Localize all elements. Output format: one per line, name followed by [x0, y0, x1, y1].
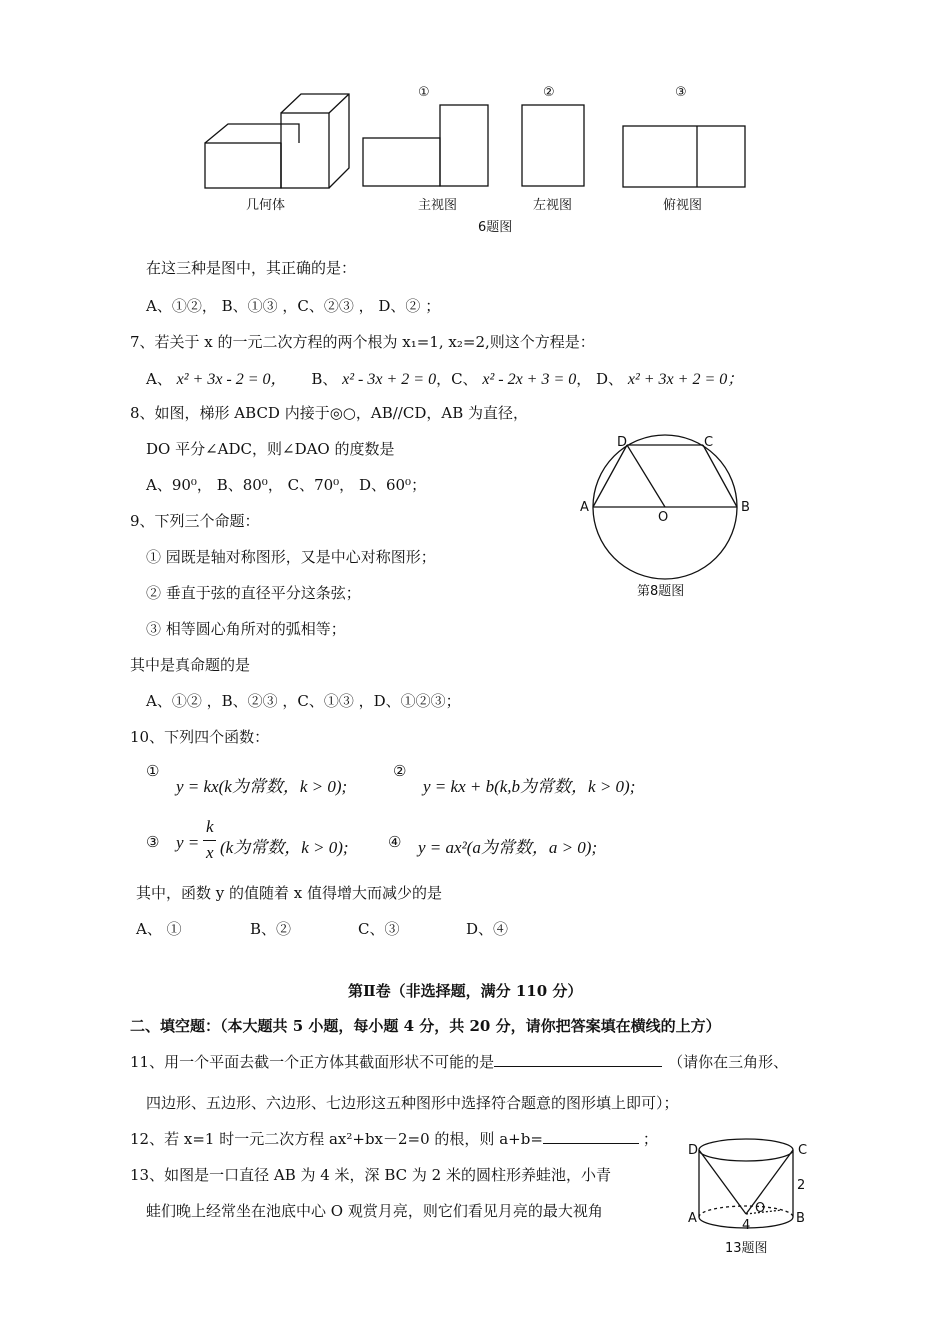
q10-option-a: A、 ①: [136, 920, 182, 938]
q10-option-b: B、②: [250, 920, 292, 938]
q12-stem: 12、若 x=1 时一元二次方程 ax²+bx－2=0 的根，则 a+b=: [130, 1130, 543, 1148]
q7-option-a-label: A、: [146, 370, 172, 388]
q10-func-4: y = ax²(a为常数，a > 0);: [418, 838, 598, 857]
q8-stem-1: 8、如图，梯形 ABCD 内接于◎○，AB//CD，AB 为直径，: [130, 404, 528, 422]
fig6-label-front: 主视图: [418, 198, 458, 213]
fig6-label-top: 俯视图: [663, 198, 703, 213]
fig6-mark-3: ③: [675, 85, 687, 100]
q11-line-2: 四边形、五边形、六边形、七边形这五种图形中选择符合题意的图形填上即可）；: [146, 1094, 679, 1112]
fig6-mark-1: ①: [418, 85, 430, 100]
q7-option-d-eq: x² + 3x + 2 = 0；: [627, 371, 744, 388]
fig6-label-solid: 几何体: [246, 198, 286, 213]
q10-func-3-y: y =: [176, 833, 200, 852]
q10-stem: 10、下列四个函数：: [130, 728, 270, 746]
q10-mark-2: ②: [393, 762, 407, 780]
q10-mark-4: ④: [388, 833, 402, 851]
q7-option-c-eq: x² - 2x + 3 = 0: [482, 371, 577, 388]
q7-option-a-eq: x² + 3x - 2 = 0，: [176, 371, 287, 388]
q9-item-3: ③ 相等圆心角所对的弧相等；: [146, 620, 346, 638]
section-fill-blank-header: 二、填空题：（本大题共 5 小题，每小题 4 分，共 20 分，请你把答案填在横线的上方）: [130, 1017, 721, 1035]
fig13-label-four: 4: [742, 1218, 751, 1233]
q10-func-2: y = kx + b(k,b为常数，k > 0);: [423, 777, 636, 796]
q10-option-c: C、③: [358, 920, 400, 938]
q13-stem-1: 13、如图是一口直径 AB 为 4 米，深 BC 为 2 米的圆柱形养蛙池，小青: [130, 1166, 611, 1184]
fig8-label-o: O: [658, 510, 669, 525]
q9-stem: 9、下列三个命题：: [130, 512, 260, 530]
q12-tail: ；: [642, 1130, 658, 1148]
q8-options: A、90⁰， B、80⁰， C、70⁰， D、60⁰；: [146, 476, 427, 494]
q6-options: A、①②， B、①③ ，C、②③ ， D、② ；: [146, 297, 441, 315]
fig8-label-b: B: [741, 500, 750, 515]
q7-stem: 7、若关于 x 的一元二次方程的两个根为 x₁=1, x₂=2,则这个方程是：: [130, 333, 595, 351]
q7-option-b-eq: x² - 3x + 2 = 0: [342, 371, 437, 388]
q9-item-2: ② 垂直于弦的直径平分这条弦；: [146, 584, 361, 602]
q10-func-3-num: k: [206, 817, 214, 836]
fig13-label-d: D: [688, 1143, 699, 1158]
fig8-label-a: A: [580, 500, 589, 515]
q6-text: 在这三种是图中，其正确的是：: [146, 259, 357, 277]
q10-func-3-rest: (k为常数，k > 0);: [220, 838, 349, 857]
q7-option-b-label: B、: [311, 370, 338, 388]
q10-mark-3: ③: [146, 833, 160, 851]
fig8-label-d: D: [617, 435, 628, 450]
q9-item-1: ① 园既是轴对称图形，又是中心对称图形；: [146, 548, 436, 566]
q10-ask: 其中，函数 y 的值随着 x 值得增大而减少的是: [136, 884, 443, 902]
fig6-mark-2: ②: [543, 85, 555, 100]
q11-tail: （请你在三角形、: [668, 1053, 789, 1071]
q11-stem: 11、用一个平面去截一个正方体其截面形状不可能的是: [130, 1053, 495, 1071]
fig13-label-o: O: [755, 1201, 766, 1216]
q7-option-d-label: ， D、: [576, 370, 624, 388]
q8-stem-2: DO 平分∠ADC，则∠DAO 的度数是: [146, 440, 395, 458]
fig13-label-c: C: [798, 1143, 808, 1158]
fig8-caption: 第8题图: [637, 584, 685, 599]
q7-option-c-label: ，C、: [436, 370, 478, 388]
q9-options: A、①② ，B、②③ ，C、①③ ，D、①②③；: [146, 692, 461, 710]
fig13-label-b: B: [796, 1211, 805, 1226]
part2-title: 第Ⅱ卷（非选择题，满分 110 分）: [348, 982, 583, 1000]
q13-stem-2: 蛙们晚上经常坐在池底中心 O 观赏月亮，则它们看见月亮的最大视角: [146, 1202, 603, 1220]
q10-option-d: D、④: [466, 920, 509, 938]
fig13-caption: 13题图: [725, 1241, 768, 1256]
q10-func-3-den: x: [206, 843, 214, 862]
fig6-label-side: 左视图: [533, 198, 573, 213]
q10-mark-1: ①: [146, 762, 160, 780]
fig6-caption: 6题图: [478, 220, 513, 235]
q10-func-1: y = kx(k为常数，k > 0);: [176, 777, 348, 796]
q9-ask: 其中是真命题的是: [130, 656, 251, 674]
fig13-label-a: A: [688, 1211, 697, 1226]
fig8-label-c: C: [704, 435, 714, 450]
fig13-label-two: 2: [797, 1178, 806, 1193]
